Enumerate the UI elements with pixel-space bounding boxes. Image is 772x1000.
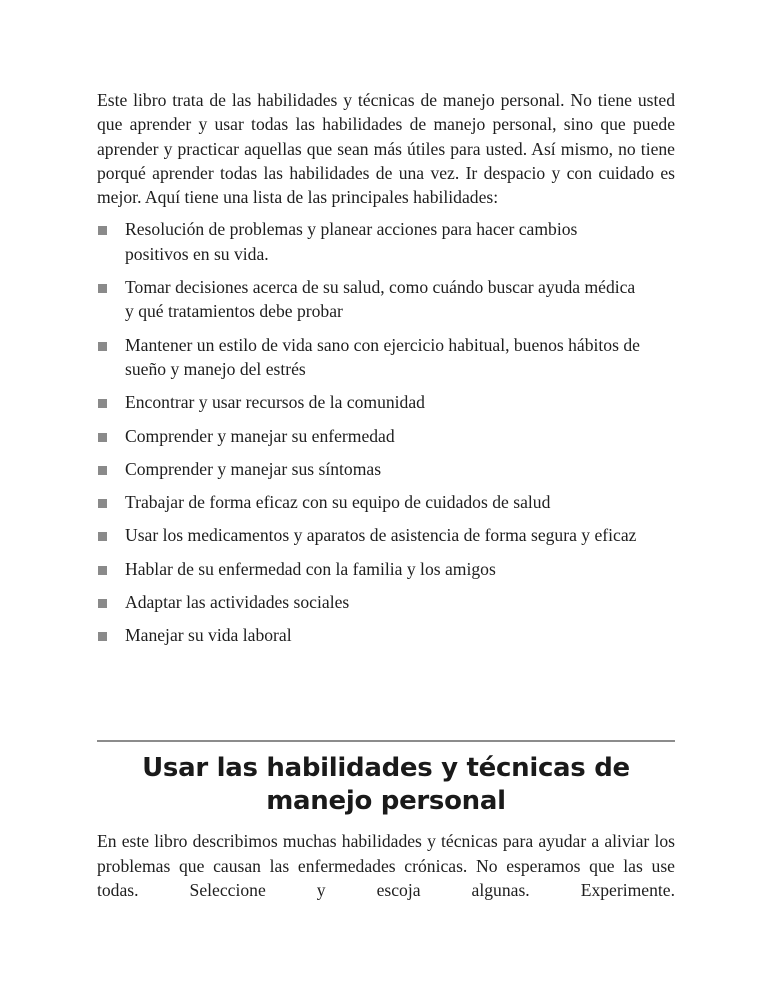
list-item (97, 333, 645, 382)
square-bullet-icon (98, 342, 107, 351)
skills-list (97, 217, 675, 647)
list-item-text: Usar los medicamentos y aparatos de asistencia de forma segura y eficaz (125, 525, 637, 546)
list-item (97, 217, 645, 266)
intro-paragraph: Este libro trata de las habilidades y técnicas de manejo personal. No tiene usted que aprender y usar todas las habilidades de manejo personal, sino que puede aprender y practicar aquellas que sean más útiles para usted. Así mismo, no tiene porqué aprender todas las habilidades de una vez. Ir despacio y con cuidado es mejor. Aquí tiene una lista de las principales habilidades: (97, 90, 675, 208)
list-item-text: Manejar su vida laboral (125, 625, 292, 646)
section-paragraph: En este libro describimos muchas habilidades y técnicas para ayudar a aliviar los problemas que causan las enfermedades crónicas. No esperamos que las use todas. Seleccione y escoja algunas. Experimente. (97, 831, 675, 900)
square-bullet-icon (98, 532, 107, 541)
square-bullet-icon (98, 399, 107, 408)
list-item (97, 623, 645, 647)
list-item-text: Comprender y manejar sus síntomas (125, 458, 382, 479)
list-item-text: Comprender y manejar su enfermedad (125, 425, 395, 446)
square-bullet-icon (98, 499, 107, 508)
list-item-text: Adaptar las actividades sociales (125, 592, 350, 613)
list-item-text: Hablar de su enfermedad con la familia y los amigos (125, 558, 496, 579)
page-body (97, 88, 675, 657)
list-item (97, 390, 645, 414)
square-bullet-icon (98, 599, 107, 608)
square-bullet-icon (98, 284, 107, 293)
section-heading (97, 752, 675, 818)
square-bullet-icon (98, 433, 107, 442)
list-item-text: Mantener un estilo de vida sano con ejercicio habitual, buenos hábitos de sueño y manejo del estrés (125, 334, 640, 379)
list-item-text: Resolución de problemas y planear acciones para hacer cambios positivos en su vida. (125, 219, 578, 264)
list-item (97, 424, 645, 448)
list-item (97, 590, 645, 614)
list-item-text: Trabajar de forma eficaz con su equipo de cuidados de salud (125, 492, 551, 513)
section-divider (97, 740, 675, 742)
list-item (97, 490, 645, 514)
section-heading-line-1: Usar las habilidades y técnicas de (142, 753, 630, 783)
list-item (97, 275, 645, 324)
list-item-text: Encontrar y usar recursos de la comunidad (125, 392, 425, 413)
list-item-text: Tomar decisiones acerca de su salud, como cuándo buscar ayuda médica y qué tratamientos debe probar (125, 277, 636, 322)
square-bullet-icon (98, 466, 107, 475)
list-item (97, 523, 645, 547)
square-bullet-icon (98, 632, 107, 641)
section-heading-line-2: manejo personal (266, 786, 506, 816)
square-bullet-icon (98, 566, 107, 575)
list-item (97, 557, 645, 581)
list-item (97, 457, 645, 481)
square-bullet-icon (98, 226, 107, 235)
